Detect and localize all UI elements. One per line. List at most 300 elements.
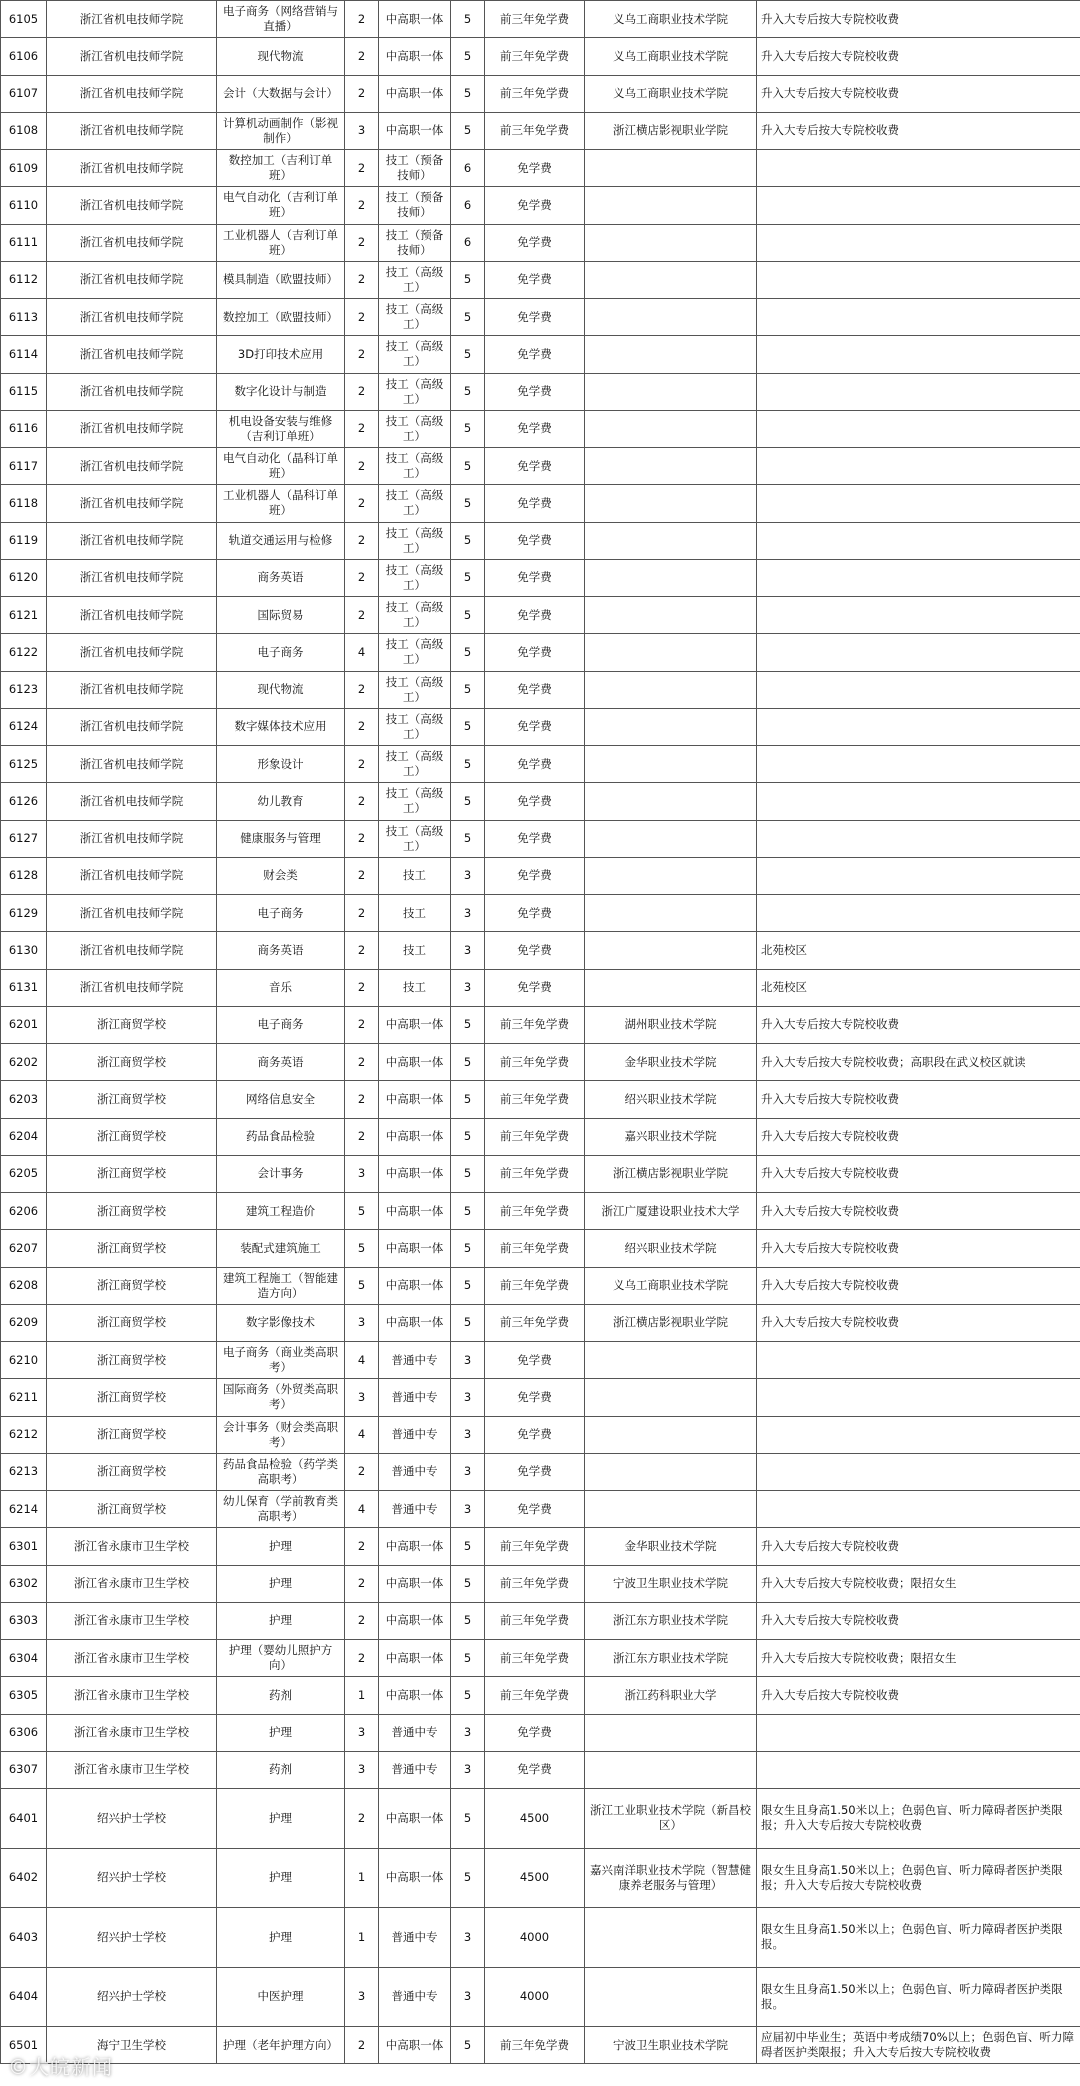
note-cell (757, 895, 1080, 932)
type-cell: 中高职一体 (379, 1267, 451, 1304)
code-cell: 6105 (1, 1, 47, 38)
years-cell: 5 (451, 485, 485, 522)
partner-cell (585, 597, 757, 634)
table-row (1, 857, 1080, 894)
school-cell: 浙江商贸学校 (47, 1342, 217, 1379)
fee-cell: 免学费 (485, 857, 585, 894)
note-cell (757, 783, 1080, 820)
table-row (1, 783, 1080, 820)
fee-cell: 免学费 (485, 373, 585, 410)
major-cell: 药品食品检验 (217, 1118, 345, 1155)
school-cell: 浙江省永康市卫生学校 (47, 1677, 217, 1714)
plan-cell: 3 (345, 1155, 379, 1192)
years-cell: 5 (451, 2027, 485, 2064)
plan-cell: 3 (345, 1967, 379, 2027)
type-cell: 中高职一体 (379, 1640, 451, 1677)
partner-cell (585, 1342, 757, 1379)
partner-cell: 金华职业技术学院 (585, 1044, 757, 1081)
note-cell: 升入大专后按大专院校收费 (757, 1677, 1080, 1714)
partner-cell: 浙江东方职业技术学院 (585, 1640, 757, 1677)
plan-cell: 2 (345, 1118, 379, 1155)
type-cell: 中高职一体 (379, 1565, 451, 1602)
partner-cell: 浙江药科职业大学 (585, 1677, 757, 1714)
type-cell: 普通中专 (379, 1908, 451, 1968)
partner-cell (585, 373, 757, 410)
type-cell: 技工（高级工） (379, 299, 451, 336)
type-cell: 中高职一体 (379, 1, 451, 38)
note-cell: 升入大专后按大专院校收费 (757, 1006, 1080, 1043)
school-cell: 浙江省永康市卫生学校 (47, 1565, 217, 1602)
table-row (1, 1528, 1080, 1565)
type-cell: 普通中专 (379, 1342, 451, 1379)
type-cell: 中高职一体 (379, 1789, 451, 1849)
years-cell: 5 (451, 38, 485, 75)
partner-cell (585, 187, 757, 224)
code-cell: 6111 (1, 224, 47, 261)
type-cell: 普通中专 (379, 1379, 451, 1416)
plan-cell: 2 (345, 448, 379, 485)
table-row (1, 187, 1080, 224)
fee-cell: 前三年免学费 (485, 1155, 585, 1192)
type-cell: 普通中专 (379, 1491, 451, 1528)
table-row (1, 336, 1080, 373)
school-cell: 绍兴护士学校 (47, 1967, 217, 2027)
type-cell: 技工 (379, 857, 451, 894)
school-cell: 浙江省机电技师学院 (47, 410, 217, 447)
major-cell: 电子商务 (217, 634, 345, 671)
school-cell: 浙江省机电技师学院 (47, 783, 217, 820)
table-row (1, 1908, 1080, 1968)
plan-cell: 2 (345, 1, 379, 38)
note-cell: 升入大专后按大专院校收费 (757, 38, 1080, 75)
code-cell: 6114 (1, 336, 47, 373)
type-cell: 中高职一体 (379, 1155, 451, 1192)
partner-cell (585, 857, 757, 894)
partner-cell: 浙江横店影视职业学院 (585, 1304, 757, 1341)
school-cell: 浙江商贸学校 (47, 1416, 217, 1453)
partner-cell (585, 485, 757, 522)
years-cell: 3 (451, 857, 485, 894)
major-cell: 工业机器人（吉利订单班） (217, 224, 345, 261)
school-cell: 海宁卫生学校 (47, 2027, 217, 2064)
code-cell: 6208 (1, 1267, 47, 1304)
fee-cell: 免学费 (485, 671, 585, 708)
code-cell: 6120 (1, 559, 47, 596)
school-cell: 绍兴护士学校 (47, 1848, 217, 1908)
code-cell: 6128 (1, 857, 47, 894)
type-cell: 技工 (379, 969, 451, 1006)
partner-cell (585, 634, 757, 671)
fee-cell: 4500 (485, 1848, 585, 1908)
plan-cell: 2 (345, 671, 379, 708)
partner-cell: 浙江横店影视职业学院 (585, 112, 757, 149)
major-cell: 幼儿教育 (217, 783, 345, 820)
type-cell: 中高职一体 (379, 2027, 451, 2064)
type-cell: 中高职一体 (379, 1006, 451, 1043)
type-cell: 技工（高级工） (379, 708, 451, 745)
years-cell: 6 (451, 224, 485, 261)
school-cell: 浙江商贸学校 (47, 1006, 217, 1043)
years-cell: 5 (451, 559, 485, 596)
major-cell: 药剂 (217, 1751, 345, 1788)
type-cell: 普通中专 (379, 1453, 451, 1490)
years-cell: 5 (451, 1044, 485, 1081)
major-cell: 电子商务 (217, 1006, 345, 1043)
major-cell: 机电设备安装与维修（吉利订单班） (217, 410, 345, 447)
code-cell: 6125 (1, 746, 47, 783)
type-cell: 中高职一体 (379, 1230, 451, 1267)
years-cell: 5 (451, 1118, 485, 1155)
major-cell: 护理 (217, 1789, 345, 1849)
table-row (1, 224, 1080, 261)
plan-cell: 2 (345, 150, 379, 187)
note-cell: 北苑校区 (757, 932, 1080, 969)
plan-cell: 5 (345, 1267, 379, 1304)
note-cell: 升入大专后按大专院校收费 (757, 112, 1080, 149)
years-cell: 5 (451, 1, 485, 38)
type-cell: 中高职一体 (379, 1044, 451, 1081)
fee-cell: 免学费 (485, 448, 585, 485)
plan-cell: 2 (345, 299, 379, 336)
note-cell (757, 559, 1080, 596)
type-cell: 技工（高级工） (379, 448, 451, 485)
school-cell: 浙江商贸学校 (47, 1453, 217, 1490)
plan-cell: 2 (345, 895, 379, 932)
table-row (1, 38, 1080, 75)
fee-cell: 免学费 (485, 597, 585, 634)
school-cell: 绍兴护士学校 (47, 1789, 217, 1849)
school-cell: 浙江商贸学校 (47, 1379, 217, 1416)
partner-cell: 宁波卫生职业技术学院 (585, 1565, 757, 1602)
partner-cell (585, 299, 757, 336)
partner-cell (585, 1751, 757, 1788)
school-cell: 浙江省永康市卫生学校 (47, 1751, 217, 1788)
table-row (1, 1714, 1080, 1751)
years-cell: 5 (451, 1602, 485, 1639)
fee-cell: 前三年免学费 (485, 1677, 585, 1714)
school-cell: 浙江省机电技师学院 (47, 671, 217, 708)
major-cell: 会计事务 (217, 1155, 345, 1192)
note-cell (757, 336, 1080, 373)
partner-cell (585, 1491, 757, 1528)
plan-cell: 2 (345, 522, 379, 559)
type-cell: 中高职一体 (379, 1677, 451, 1714)
years-cell: 5 (451, 1304, 485, 1341)
table-row (1, 1081, 1080, 1118)
years-cell: 3 (451, 1714, 485, 1751)
type-cell: 中高职一体 (379, 1118, 451, 1155)
type-cell: 普通中专 (379, 1751, 451, 1788)
plan-cell: 2 (345, 1528, 379, 1565)
school-cell: 浙江省机电技师学院 (47, 75, 217, 112)
major-cell: 护理 (217, 1848, 345, 1908)
code-cell: 6402 (1, 1848, 47, 1908)
fee-cell: 前三年免学费 (485, 112, 585, 149)
note-cell: 升入大专后按大专院校收费 (757, 1155, 1080, 1192)
fee-cell: 免学费 (485, 1491, 585, 1528)
table-row (1, 1416, 1080, 1453)
type-cell: 中高职一体 (379, 1602, 451, 1639)
school-cell: 浙江省机电技师学院 (47, 857, 217, 894)
school-cell: 浙江省机电技师学院 (47, 559, 217, 596)
major-cell: 电子商务（商业类高职考） (217, 1342, 345, 1379)
code-cell: 6210 (1, 1342, 47, 1379)
type-cell: 普通中专 (379, 1714, 451, 1751)
school-cell: 浙江省机电技师学院 (47, 187, 217, 224)
table-body (1, 1, 1080, 2064)
years-cell: 5 (451, 597, 485, 634)
note-cell: 升入大专后按大专院校收费 (757, 1230, 1080, 1267)
partner-cell (585, 746, 757, 783)
table-row (1, 746, 1080, 783)
note-cell (757, 820, 1080, 857)
fee-cell: 前三年免学费 (485, 1602, 585, 1639)
partner-cell (585, 1967, 757, 2027)
table-row (1, 1118, 1080, 1155)
major-cell: 幼儿保育（学前教育类高职考） (217, 1491, 345, 1528)
school-cell: 浙江省机电技师学院 (47, 597, 217, 634)
years-cell: 5 (451, 671, 485, 708)
table-row (1, 1, 1080, 38)
partner-cell (585, 895, 757, 932)
code-cell: 6214 (1, 1491, 47, 1528)
years-cell: 5 (451, 708, 485, 745)
table-row (1, 448, 1080, 485)
school-cell: 浙江省机电技师学院 (47, 112, 217, 149)
school-cell: 浙江省机电技师学院 (47, 969, 217, 1006)
plan-cell: 3 (345, 1379, 379, 1416)
fee-cell: 免学费 (485, 299, 585, 336)
note-cell (757, 373, 1080, 410)
plan-cell: 2 (345, 597, 379, 634)
table-row (1, 1751, 1080, 1788)
partner-cell (585, 1453, 757, 1490)
years-cell: 5 (451, 336, 485, 373)
major-cell: 数控加工（吉利订单班） (217, 150, 345, 187)
code-cell: 6203 (1, 1081, 47, 1118)
note-cell: 限女生且身高1.50米以上；色弱色盲、听力障碍者医护类限报。 (757, 1967, 1080, 2027)
type-cell: 技工（预备技师） (379, 187, 451, 224)
note-cell: 升入大专后按大专院校收费 (757, 1118, 1080, 1155)
fee-cell: 前三年免学费 (485, 1304, 585, 1341)
major-cell: 装配式建筑施工 (217, 1230, 345, 1267)
school-cell: 浙江省机电技师学院 (47, 373, 217, 410)
fee-cell: 免学费 (485, 336, 585, 373)
fee-cell: 免学费 (485, 224, 585, 261)
table-row (1, 261, 1080, 298)
major-cell: 护理 (217, 1908, 345, 1968)
school-cell: 浙江省机电技师学院 (47, 708, 217, 745)
table-row (1, 150, 1080, 187)
note-cell: 升入大专后按大专院校收费；高职段在武义校区就读 (757, 1044, 1080, 1081)
note-cell: 升入大专后按大专院校收费 (757, 1193, 1080, 1230)
plan-cell: 2 (345, 708, 379, 745)
plan-cell: 4 (345, 1491, 379, 1528)
years-cell: 3 (451, 1491, 485, 1528)
major-cell: 中医护理 (217, 1967, 345, 2027)
code-cell: 6305 (1, 1677, 47, 1714)
note-cell (757, 410, 1080, 447)
code-cell: 6116 (1, 410, 47, 447)
fee-cell: 前三年免学费 (485, 1006, 585, 1043)
fee-cell: 前三年免学费 (485, 1193, 585, 1230)
fee-cell: 免学费 (485, 932, 585, 969)
partner-cell: 义乌工商职业技术学院 (585, 75, 757, 112)
school-cell: 浙江省机电技师学院 (47, 261, 217, 298)
table-row (1, 1267, 1080, 1304)
school-cell: 浙江省机电技师学院 (47, 336, 217, 373)
years-cell: 5 (451, 1230, 485, 1267)
plan-cell: 2 (345, 1044, 379, 1081)
major-cell: 商务英语 (217, 1044, 345, 1081)
fee-cell: 前三年免学费 (485, 1640, 585, 1677)
major-cell: 数控加工（欧盟技师） (217, 299, 345, 336)
plan-cell: 5 (345, 1230, 379, 1267)
school-cell: 浙江省机电技师学院 (47, 299, 217, 336)
major-cell: 建筑工程造价 (217, 1193, 345, 1230)
plan-cell: 5 (345, 1193, 379, 1230)
note-cell (757, 746, 1080, 783)
table-row (1, 485, 1080, 522)
years-cell: 5 (451, 1081, 485, 1118)
code-cell: 6123 (1, 671, 47, 708)
note-cell: 限女生且身高1.50米以上；色弱色盲、听力障碍者医护类限报；升入大专后按大专院校收费 (757, 1789, 1080, 1849)
years-cell: 3 (451, 932, 485, 969)
type-cell: 技工（高级工） (379, 746, 451, 783)
major-cell: 数字媒体技术应用 (217, 708, 345, 745)
years-cell: 3 (451, 1751, 485, 1788)
fee-cell: 免学费 (485, 150, 585, 187)
partner-cell: 湖州职业技术学院 (585, 1006, 757, 1043)
plan-cell: 2 (345, 820, 379, 857)
years-cell: 3 (451, 895, 485, 932)
table-row (1, 1044, 1080, 1081)
partner-cell (585, 671, 757, 708)
plan-cell: 1 (345, 1908, 379, 1968)
fee-cell: 免学费 (485, 895, 585, 932)
code-cell: 6110 (1, 187, 47, 224)
major-cell: 音乐 (217, 969, 345, 1006)
school-cell: 浙江商贸学校 (47, 1044, 217, 1081)
partner-cell: 义乌工商职业技术学院 (585, 1267, 757, 1304)
partner-cell (585, 559, 757, 596)
type-cell: 技工（高级工） (379, 410, 451, 447)
years-cell: 5 (451, 820, 485, 857)
note-cell (757, 1491, 1080, 1528)
major-cell: 网络信息安全 (217, 1081, 345, 1118)
code-cell: 6304 (1, 1640, 47, 1677)
note-cell (757, 857, 1080, 894)
major-cell: 数字化设计与制造 (217, 373, 345, 410)
school-cell: 浙江商贸学校 (47, 1491, 217, 1528)
plan-cell: 2 (345, 1602, 379, 1639)
code-cell: 6108 (1, 112, 47, 149)
code-cell: 6107 (1, 75, 47, 112)
plan-cell: 3 (345, 1751, 379, 1788)
table-row (1, 373, 1080, 410)
fee-cell: 前三年免学费 (485, 1118, 585, 1155)
plan-cell: 2 (345, 969, 379, 1006)
partner-cell: 浙江工业职业技术学院（新昌校区） (585, 1789, 757, 1849)
major-cell: 护理（老年护理方向） (217, 2027, 345, 2064)
years-cell: 5 (451, 783, 485, 820)
years-cell: 5 (451, 299, 485, 336)
table-row (1, 634, 1080, 671)
fee-cell: 前三年免学费 (485, 1044, 585, 1081)
code-cell: 6206 (1, 1193, 47, 1230)
type-cell: 技工（高级工） (379, 783, 451, 820)
partner-cell (585, 410, 757, 447)
note-cell (757, 150, 1080, 187)
type-cell: 技工（预备技师） (379, 150, 451, 187)
years-cell: 5 (451, 410, 485, 447)
fee-cell: 免学费 (485, 187, 585, 224)
fee-cell: 免学费 (485, 522, 585, 559)
type-cell: 普通中专 (379, 1967, 451, 2027)
note-cell: 升入大专后按大专院校收费；限招女生 (757, 1565, 1080, 1602)
fee-cell: 免学费 (485, 485, 585, 522)
type-cell: 技工（高级工） (379, 522, 451, 559)
plan-cell: 2 (345, 410, 379, 447)
years-cell: 3 (451, 969, 485, 1006)
major-cell: 电气自动化（晶科订单班） (217, 448, 345, 485)
partner-cell (585, 1379, 757, 1416)
partner-cell (585, 708, 757, 745)
school-cell: 浙江省机电技师学院 (47, 485, 217, 522)
plan-cell: 2 (345, 1453, 379, 1490)
years-cell: 5 (451, 522, 485, 559)
code-cell: 6115 (1, 373, 47, 410)
code-cell: 6118 (1, 485, 47, 522)
years-cell: 5 (451, 1848, 485, 1908)
major-cell: 现代物流 (217, 38, 345, 75)
note-cell (757, 634, 1080, 671)
plan-cell: 4 (345, 634, 379, 671)
partner-cell (585, 1714, 757, 1751)
code-cell: 6401 (1, 1789, 47, 1849)
type-cell: 中高职一体 (379, 1304, 451, 1341)
code-cell: 6303 (1, 1602, 47, 1639)
plan-cell: 2 (345, 261, 379, 298)
major-cell: 药品食品检验（药学类高职考） (217, 1453, 345, 1490)
table-row (1, 1848, 1080, 1908)
code-cell: 6302 (1, 1565, 47, 1602)
table-row (1, 1565, 1080, 1602)
plan-cell: 3 (345, 1304, 379, 1341)
plan-cell: 2 (345, 187, 379, 224)
note-cell (757, 187, 1080, 224)
code-cell: 6501 (1, 2027, 47, 2064)
fee-cell: 前三年免学费 (485, 1528, 585, 1565)
code-cell: 6113 (1, 299, 47, 336)
table-row (1, 932, 1080, 969)
years-cell: 5 (451, 746, 485, 783)
years-cell: 6 (451, 187, 485, 224)
partner-cell (585, 969, 757, 1006)
code-cell: 6202 (1, 1044, 47, 1081)
table-row (1, 1379, 1080, 1416)
major-cell: 护理 (217, 1602, 345, 1639)
table-row (1, 75, 1080, 112)
fee-cell: 免学费 (485, 1714, 585, 1751)
school-cell: 浙江省机电技师学院 (47, 1, 217, 38)
school-cell: 浙江省永康市卫生学校 (47, 1640, 217, 1677)
plan-cell: 4 (345, 1416, 379, 1453)
plan-cell: 3 (345, 1714, 379, 1751)
school-cell: 浙江省机电技师学院 (47, 746, 217, 783)
major-cell: 护理 (217, 1528, 345, 1565)
type-cell: 技工（高级工） (379, 559, 451, 596)
